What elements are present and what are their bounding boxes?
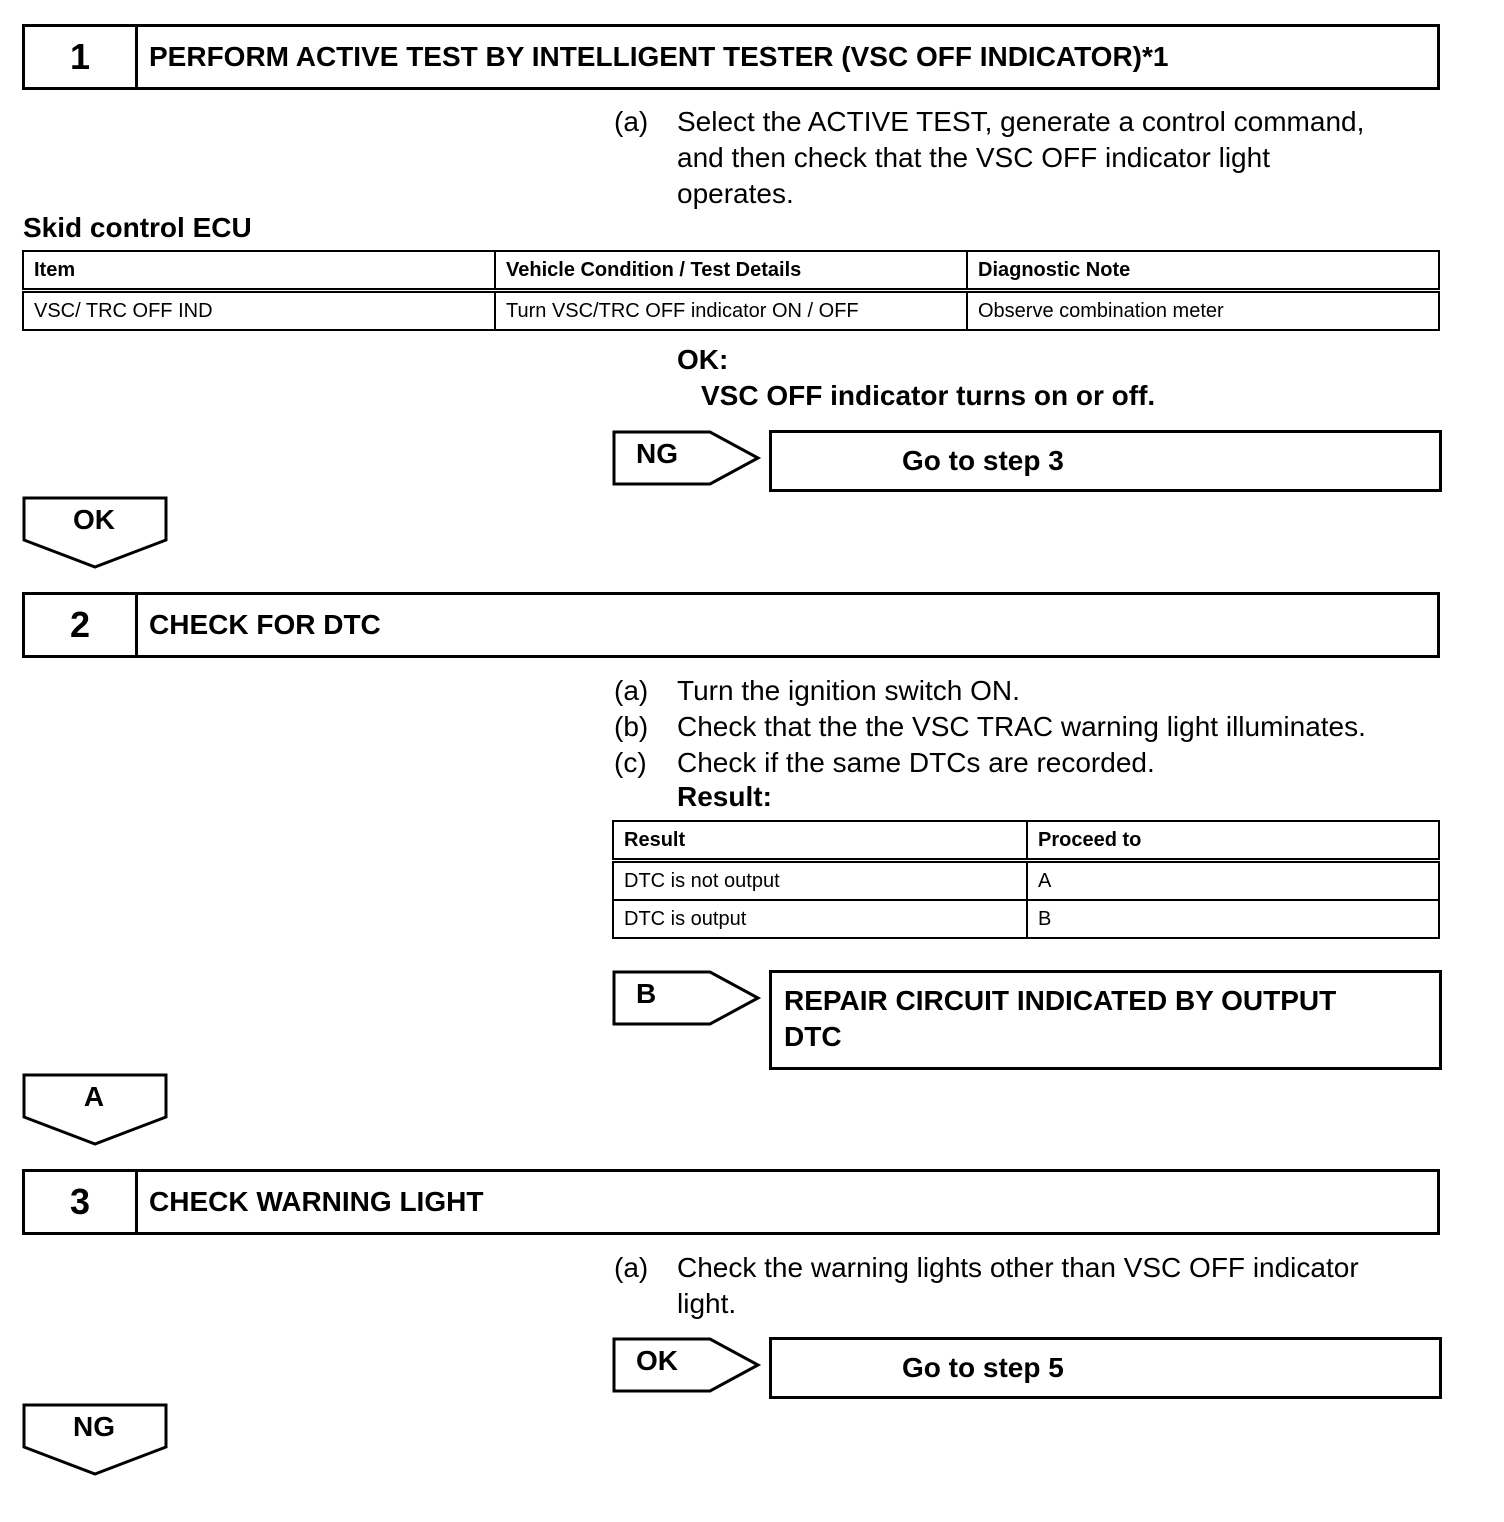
b-branch-tag bbox=[612, 970, 762, 1026]
go-to-step-3-box bbox=[769, 430, 1442, 492]
ok-down-arrow bbox=[22, 496, 168, 570]
instruction-line: and then check that the VSC OFF indicator light bbox=[677, 142, 1270, 173]
step-number: 3 bbox=[25, 1172, 138, 1232]
table-cell: Turn VSC/TRC OFF indicator ON / OFF bbox=[495, 291, 967, 331]
step-number: 1 bbox=[25, 27, 138, 87]
instruction-label: (b) bbox=[614, 711, 649, 742]
instruction-line: Select the ACTIVE TEST, generate a control command, bbox=[677, 106, 1365, 137]
table-cell: DTC is not output bbox=[613, 861, 1027, 901]
destination-text: Go to step 5 bbox=[902, 1352, 1064, 1383]
column-header: Vehicle Condition / Test Details bbox=[495, 251, 967, 291]
destination-text: Go to step 3 bbox=[902, 445, 1064, 476]
destination-line: DTC bbox=[784, 1021, 842, 1052]
instruction-label: (c) bbox=[614, 747, 647, 778]
step-title: PERFORM ACTIVE TEST BY INTELLIGENT TESTER (VSC OFF INDICATOR)*1 bbox=[149, 41, 1169, 72]
arrow-right-icon bbox=[612, 970, 762, 1026]
down-tag-label: NG bbox=[73, 1411, 115, 1442]
ng-branch-tag bbox=[612, 430, 762, 486]
arrow-right-icon bbox=[612, 1337, 762, 1393]
down-tag-label: OK bbox=[73, 504, 115, 535]
step-3-header bbox=[22, 1169, 1440, 1235]
dtc-result-table bbox=[612, 820, 1440, 939]
column-header: Item bbox=[23, 251, 495, 291]
table-header-row bbox=[23, 251, 1439, 291]
step-1-header bbox=[22, 24, 1440, 90]
down-tag-label: A bbox=[83, 1081, 105, 1112]
table-row bbox=[613, 861, 1439, 901]
instruction-line: Check the warning lights other than VSC OFF indicator bbox=[677, 1252, 1359, 1283]
table-cell: Observe combination meter bbox=[967, 291, 1439, 331]
instruction-label: (a) bbox=[614, 1252, 649, 1283]
go-to-step-5-box bbox=[769, 1337, 1442, 1399]
repair-circuit-box bbox=[769, 970, 1442, 1070]
step-title: CHECK FOR DTC bbox=[149, 609, 381, 640]
step-title: CHECK WARNING LIGHT bbox=[149, 1186, 484, 1217]
table-cell: B bbox=[1027, 900, 1439, 938]
ok-criteria: VSC OFF indicator turns on or off. bbox=[701, 380, 1156, 411]
column-header: Proceed to bbox=[1027, 821, 1439, 861]
instruction-label: (a) bbox=[614, 675, 649, 706]
instruction-line: light. bbox=[677, 1288, 737, 1319]
branch-tag-label: B bbox=[636, 978, 657, 1009]
destination-line: REPAIR CIRCUIT INDICATED BY OUTPUT bbox=[784, 985, 1337, 1016]
ok-label: OK: bbox=[677, 344, 729, 375]
a-down-arrow bbox=[22, 1073, 168, 1147]
table-header-row bbox=[613, 821, 1439, 861]
instruction-text: Check that the the VSC TRAC warning light illuminates. bbox=[677, 711, 1366, 742]
instruction-line: operates. bbox=[677, 178, 794, 209]
table-cell: A bbox=[1027, 861, 1439, 901]
column-header: Diagnostic Note bbox=[967, 251, 1439, 291]
ng-down-arrow bbox=[22, 1403, 168, 1477]
arrow-right-icon bbox=[612, 430, 762, 486]
active-test-table bbox=[22, 250, 1440, 331]
branch-tag-label: OK bbox=[636, 1345, 678, 1376]
branch-tag-label: NG bbox=[636, 438, 678, 469]
result-label: Result: bbox=[677, 781, 772, 812]
instruction-text: Turn the ignition switch ON. bbox=[677, 675, 1020, 706]
table-title: Skid control ECU bbox=[23, 212, 252, 243]
table-cell: VSC/ TRC OFF IND bbox=[23, 291, 495, 331]
table-row bbox=[23, 291, 1439, 331]
table-cell: DTC is output bbox=[613, 900, 1027, 938]
instruction-text: Check if the same DTCs are recorded. bbox=[677, 747, 1155, 778]
ok-branch-tag bbox=[612, 1337, 762, 1393]
step-2-header bbox=[22, 592, 1440, 658]
step-number: 2 bbox=[25, 595, 138, 655]
column-header: Result bbox=[613, 821, 1027, 861]
table-row bbox=[613, 900, 1439, 938]
instruction-label: (a) bbox=[614, 106, 649, 137]
